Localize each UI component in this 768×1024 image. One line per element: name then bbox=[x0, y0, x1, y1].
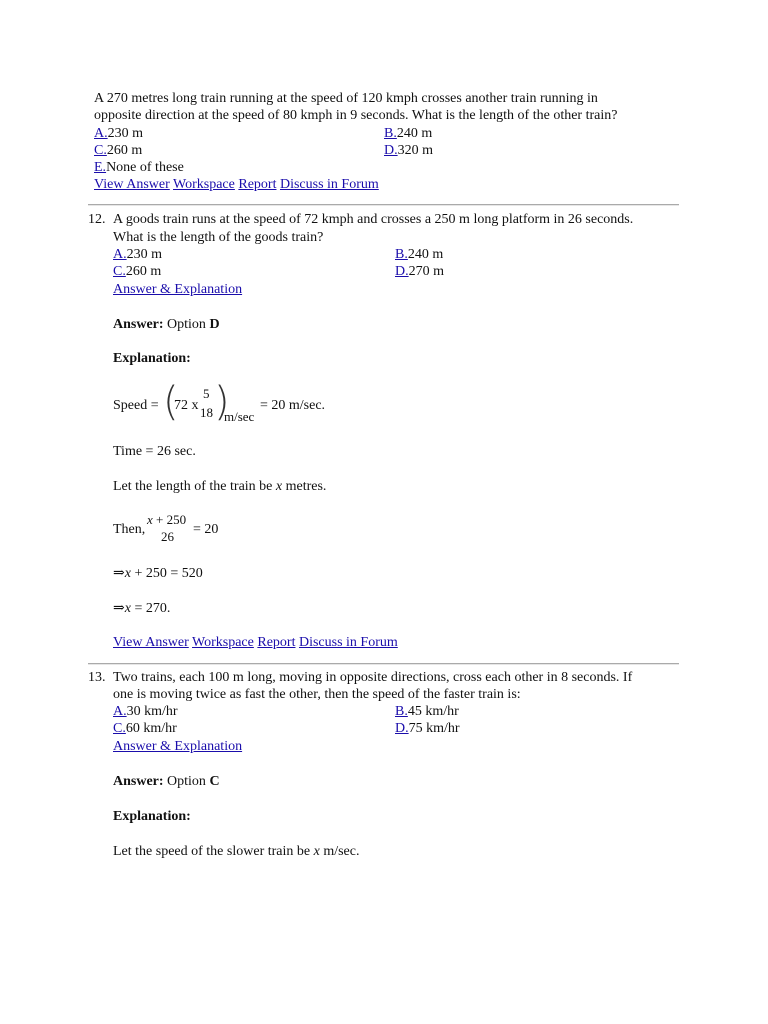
q12-option-b-link[interactable]: B. bbox=[395, 247, 408, 262]
view-answer-link[interactable]: View Answer bbox=[94, 177, 170, 192]
q11-option-c-text: 260 m bbox=[106, 143, 143, 158]
q13-answer-explanation-container bbox=[113, 738, 242, 755]
discuss-in-forum-link[interactable]: Discuss in Forum bbox=[279, 177, 379, 192]
q11-option-a bbox=[94, 125, 143, 142]
q11-links bbox=[94, 176, 379, 193]
speed-unit: m/sec bbox=[224, 409, 255, 424]
let-line bbox=[113, 478, 326, 495]
q12-option-d-link[interactable]: D. bbox=[395, 264, 409, 279]
speed-inner: 72 x bbox=[174, 398, 199, 413]
speed-prefix: Speed = bbox=[113, 398, 159, 413]
q13-number: 13. bbox=[88, 670, 106, 685]
q11-option-a-text: 230 m bbox=[107, 126, 144, 141]
step1-rest: + 250 = 520 bbox=[134, 566, 203, 581]
let-prefix: Let the speed of the slower train be bbox=[113, 844, 311, 859]
q11-option-c bbox=[94, 142, 142, 159]
let-var: x bbox=[275, 479, 283, 494]
answer-option-word: Option bbox=[167, 317, 206, 332]
q13-option-b-text: 45 km/hr bbox=[407, 704, 459, 719]
q11-option-e-text: None of these bbox=[106, 160, 184, 175]
q13-text-line1: Two trains, each 100 m long, moving in opposite directions, cross each other in 8 seconds. If bbox=[113, 670, 633, 685]
q13-option-c-link[interactable]: C. bbox=[113, 721, 126, 736]
step2-var: x bbox=[124, 601, 131, 616]
q11-option-a-link[interactable]: A. bbox=[94, 126, 108, 141]
q12-option-b bbox=[395, 246, 443, 263]
q11-option-d-text: 320 m bbox=[397, 143, 434, 158]
q12-explanation-label bbox=[113, 350, 191, 367]
let-var: x bbox=[313, 844, 320, 859]
workspace-link[interactable]: Workspace bbox=[192, 635, 254, 650]
q13-let-line bbox=[113, 843, 359, 860]
q13-option-a bbox=[113, 703, 178, 720]
q11-option-e bbox=[94, 159, 184, 176]
let-suffix: metres. bbox=[285, 479, 327, 494]
q12-links bbox=[113, 634, 398, 651]
q12-option-c-text: 260 m bbox=[125, 264, 162, 279]
let-suffix: m/sec. bbox=[323, 844, 360, 859]
q12-answer-explanation-container bbox=[113, 281, 242, 298]
step2-line bbox=[113, 600, 170, 617]
q13-explanation-label bbox=[113, 808, 191, 825]
q12-answer bbox=[113, 316, 220, 333]
q13-option-d-text: 75 km/hr bbox=[408, 721, 460, 736]
report-link[interactable]: Report bbox=[238, 177, 277, 192]
q11-option-d bbox=[384, 142, 433, 159]
q13-option-a-link[interactable]: A. bbox=[113, 704, 127, 719]
time-line: Time = 26 sec. bbox=[113, 444, 196, 459]
q11-option-b-link[interactable]: B. bbox=[384, 126, 397, 141]
q13-text-line2: one is moving twice as fast the other, then the speed of the faster train is: bbox=[113, 687, 521, 702]
q11-text-line1: A 270 metres long train running at the speed of 120 kmph crosses another train running in bbox=[94, 91, 598, 106]
question-divider bbox=[88, 663, 679, 665]
q13-option-d-link[interactable]: D. bbox=[395, 721, 409, 736]
answer-label: Answer: bbox=[113, 774, 164, 789]
explanation-label: Explanation: bbox=[113, 351, 191, 366]
answer-option-word: Option bbox=[167, 774, 206, 789]
step1-line bbox=[113, 565, 203, 582]
answer-label: Answer: bbox=[113, 317, 164, 332]
then-numerator-rest: + 250 bbox=[156, 512, 187, 527]
answer-option-letter: C bbox=[209, 774, 220, 789]
q12-option-a-link[interactable]: A. bbox=[113, 247, 127, 262]
implies-arrow-icon: ⇒ bbox=[113, 566, 125, 581]
then-denominator: 26 bbox=[161, 529, 174, 544]
step1-var: x bbox=[124, 566, 131, 581]
q11-option-b-text: 240 m bbox=[396, 126, 433, 141]
q11-option-b bbox=[384, 125, 432, 142]
then-prefix: Then, bbox=[113, 522, 146, 537]
answer-option-letter: D bbox=[209, 317, 220, 332]
discuss-in-forum-link[interactable]: Discuss in Forum bbox=[298, 635, 398, 650]
answer-explanation-link[interactable]: Answer & Explanation bbox=[113, 739, 243, 754]
then-result: = 20 bbox=[193, 522, 219, 537]
then-numerator bbox=[147, 513, 186, 527]
q13-option-c bbox=[113, 720, 177, 737]
explanation-label: Explanation: bbox=[113, 809, 191, 824]
q12-option-c bbox=[113, 263, 161, 280]
q12-option-d bbox=[395, 263, 444, 280]
q11-text-line2: opposite direction at the speed of 80 kmph in 9 seconds. What is the length of the other train? bbox=[94, 108, 618, 123]
q12-number: 12. bbox=[88, 212, 106, 227]
right-parenthesis-icon: ) bbox=[214, 379, 230, 425]
q12-option-b-text: 240 m bbox=[407, 247, 444, 262]
q12-option-a bbox=[113, 246, 162, 263]
q13-option-d bbox=[395, 720, 460, 737]
q12-option-d-text: 270 m bbox=[408, 264, 445, 279]
speed-denominator: 18 bbox=[200, 405, 213, 420]
workspace-link[interactable]: Workspace bbox=[173, 177, 235, 192]
report-link[interactable]: Report bbox=[257, 635, 296, 650]
implies-arrow-icon: ⇒ bbox=[113, 601, 125, 616]
q12-option-a-text: 230 m bbox=[126, 247, 163, 262]
view-answer-link[interactable]: View Answer bbox=[113, 635, 189, 650]
left-parenthesis-icon: ( bbox=[163, 379, 179, 425]
q13-option-b-link[interactable]: B. bbox=[395, 704, 408, 719]
answer-explanation-link[interactable]: Answer & Explanation bbox=[113, 282, 243, 297]
q11-option-c-link[interactable]: C. bbox=[94, 143, 107, 158]
speed-numerator: 5 bbox=[203, 386, 210, 401]
q12-text-line1: A goods train runs at the speed of 72 kmph and crosses a 250 m long platform in 26 seconds. bbox=[113, 212, 634, 227]
q13-option-a-text: 30 km/hr bbox=[126, 704, 178, 719]
q13-option-b bbox=[395, 703, 459, 720]
q12-option-c-link[interactable]: C. bbox=[113, 264, 126, 279]
speed-result: = 20 m/sec. bbox=[260, 398, 326, 413]
step2-rest: = 270. bbox=[134, 601, 171, 616]
q11-option-e-link[interactable]: E. bbox=[94, 160, 107, 175]
let-prefix: Let the length of the train be bbox=[113, 479, 273, 494]
q13-answer bbox=[113, 773, 220, 790]
question-divider bbox=[88, 204, 679, 206]
q11-option-d-link[interactable]: D. bbox=[384, 143, 398, 158]
q13-option-c-text: 60 km/hr bbox=[125, 721, 177, 736]
then-numerator-var: x bbox=[147, 512, 153, 527]
q12-text-line2: What is the length of the goods train? bbox=[113, 230, 324, 245]
